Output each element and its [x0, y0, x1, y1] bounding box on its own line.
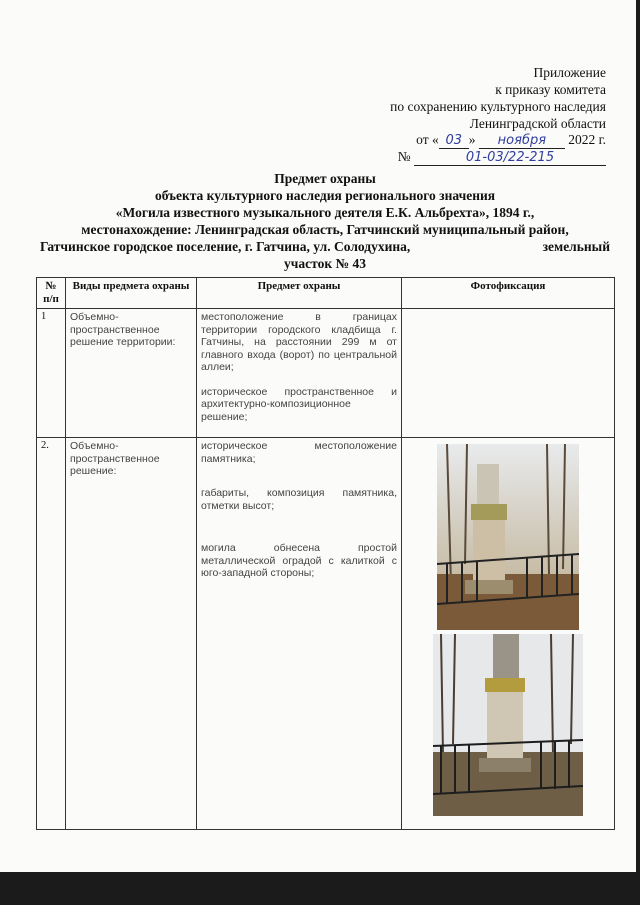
header-line: Приложение	[533, 65, 606, 80]
header-line: по сохранению культурного наследия	[390, 99, 606, 114]
row-number: 2.	[37, 438, 66, 830]
grave-photo-1	[437, 444, 579, 630]
row-photos	[402, 309, 615, 438]
document-title	[40, 170, 610, 272]
table-row	[37, 438, 615, 830]
column-header-number: № п/п	[37, 278, 66, 309]
subject-item: историческое местоположение памятника;	[201, 440, 397, 465]
number-value: 01-03/22-215	[414, 150, 606, 166]
row-subjects	[197, 438, 402, 830]
date-year: 2022 г.	[568, 132, 606, 147]
column-header-type: Виды предмета охраны	[66, 278, 197, 309]
subject-item: историческое пространственное и архитектурно-композиционное решение;	[201, 385, 397, 423]
row-number: 1	[37, 309, 66, 438]
subject-item: местоположение в границах территории городского кладбища г. Гатчины, на расстоянии 299 м от главного входа (ворот) по центральной аллеи;	[201, 311, 397, 373]
title-line: «Могила известного музыкального деятеля Е.К. Альбрехта», 1894 г.,	[115, 205, 535, 220]
subject-item: могила обнесена простой металлической оградой с калиткой с юго-западной стороны;	[201, 542, 397, 579]
header-line: Ленинградской области	[469, 116, 606, 131]
title-line: Предмет охраны	[274, 171, 376, 186]
table-row	[37, 309, 615, 438]
row-subjects	[197, 309, 402, 438]
row-type: Объемно-пространственное решение территории:	[66, 309, 197, 438]
header-line: к приказу комитета	[495, 82, 606, 97]
column-header-photo: Фотофиксация	[402, 278, 615, 309]
table-header-row	[37, 278, 615, 309]
title-line: местонахождение: Ленинградская область, Гатчинский муниципальный район,	[81, 222, 569, 237]
date-month: ноября	[479, 133, 565, 149]
order-date: от « 03 » ноября 2022 г.	[416, 132, 606, 148]
column-header-subject: Предмет охраны	[197, 278, 402, 309]
appendix-header	[306, 64, 606, 132]
date-day: 03	[439, 133, 469, 149]
title-line: участок № 43	[284, 256, 366, 271]
title-line: Гатчинское городское поселение, г. Гатчина, ул. Солодухина, земельный	[40, 239, 610, 254]
title-line: объекта культурного наследия регионального значения	[154, 188, 496, 203]
row-type: Объемно-пространственное решение:	[66, 438, 197, 830]
protection-subject-table	[36, 277, 615, 830]
order-number: № 01-03/22-215	[398, 149, 606, 166]
row-photos	[402, 438, 615, 830]
grave-photo-2	[433, 634, 583, 816]
subject-item: габариты, композиция памятника, отметки высот;	[201, 487, 397, 512]
